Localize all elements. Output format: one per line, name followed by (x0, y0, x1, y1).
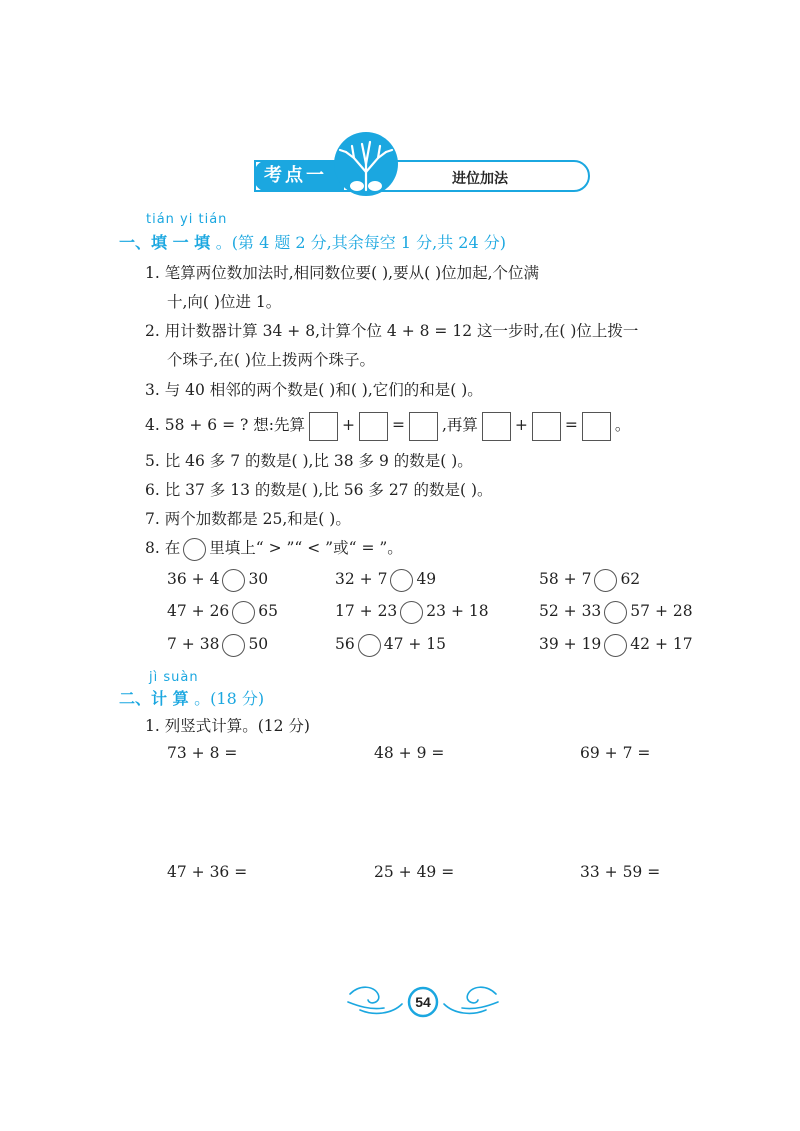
calc-problem: 48 + 9 = (374, 744, 445, 762)
compare-item (167, 567, 268, 592)
question-2-line2: 个珠子,在( )位上拨两个珠子。 (167, 351, 375, 369)
compare-right: 65 (258, 602, 279, 620)
question-5: 5. 比 46 多 7 的数是( ),比 38 多 9 的数是( )。 (145, 452, 473, 470)
equals-sign: = (391, 416, 405, 434)
section1-note: 。(第 4 题 2 分,其余每空 1 分,共 24 分) (215, 233, 506, 252)
question-7: 7. 两个加数都是 25,和是( )。 (145, 510, 351, 528)
section1-heading (119, 230, 506, 253)
page-number: 54 (415, 994, 431, 1010)
answer-box[interactable] (359, 412, 388, 441)
compare-left: 58 + 7 (539, 570, 592, 588)
answer-box[interactable] (532, 412, 561, 441)
calc-problem: 69 + 7 = (580, 744, 651, 762)
compare-item (167, 632, 268, 657)
tree-icon (332, 130, 400, 198)
compare-item (167, 599, 278, 624)
section1-pinyin: tián yi tián (146, 212, 228, 227)
compare-item (335, 632, 446, 657)
equals-sign: = (564, 416, 578, 434)
section2-heading (119, 686, 264, 709)
compare-circle[interactable] (594, 569, 617, 592)
compare-right: 57 + 28 (630, 602, 693, 620)
section1-title: 一、填 一 填 (119, 233, 211, 252)
compare-right: 23 + 18 (426, 602, 489, 620)
compare-left: 39 + 19 (539, 635, 602, 653)
question-4-prefix: 4. 58 + 6 = ? 想:先算 (145, 416, 305, 434)
compare-item (335, 599, 489, 624)
plus-sign: + (341, 416, 355, 434)
compare-circle[interactable] (222, 569, 245, 592)
calc-problem: 47 + 36 = (167, 863, 248, 881)
compare-left: 52 + 33 (539, 602, 602, 620)
question-8-prefix: 8. 在 (145, 539, 181, 557)
section2-note: 。(18 分) (194, 689, 265, 708)
question-3: 3. 与 40 相邻的两个数是( )和( ),它们的和是( )。 (145, 381, 483, 399)
compare-right: 49 (416, 570, 437, 588)
compare-circle[interactable] (232, 601, 255, 624)
question-4-then: ,再算 (441, 416, 478, 434)
section2-pinyin: jì suàn (149, 670, 199, 685)
compare-left: 36 + 4 (167, 570, 220, 588)
compare-circle[interactable] (222, 634, 245, 657)
calc-problem: 25 + 49 = (374, 863, 455, 881)
section2-question-1: 1. 列竖式计算。(12 分) (145, 717, 310, 735)
topic-badge: 考点一 (254, 160, 344, 192)
compare-right: 30 (248, 570, 269, 588)
question-8-suffix: 里填上“ > ”“ < ”或“ = ”。 (209, 539, 403, 557)
question-8 (145, 537, 403, 561)
compare-circle[interactable] (400, 601, 423, 624)
compare-circle[interactable] (358, 634, 381, 657)
compare-left: 7 + 38 (167, 635, 220, 653)
answer-box[interactable] (309, 412, 338, 441)
question-4 (145, 410, 630, 441)
compare-item (539, 567, 640, 592)
answer-box[interactable] (582, 412, 611, 441)
compare-right: 47 + 15 (383, 635, 447, 653)
question-1-line2: 十,向( )位进 1。 (167, 293, 282, 311)
compare-circle[interactable] (604, 634, 627, 657)
calc-problem: 33 + 59 = (580, 863, 661, 881)
compare-right: 50 (248, 635, 269, 653)
answer-box[interactable] (409, 412, 438, 441)
compare-right: 62 (620, 570, 641, 588)
compare-item (539, 632, 693, 657)
section2-title: 二、计 算 (119, 689, 189, 708)
compare-circle[interactable] (390, 569, 413, 592)
compare-left: 32 + 7 (335, 570, 388, 588)
question-1-line1: 1. 笔算两位数加法时,相同数位要( ),要从( )位加起,个位满 (145, 264, 540, 282)
compare-left: 17 + 23 (335, 602, 398, 620)
topic-title: 进位加法 (452, 171, 508, 187)
compare-right: 42 + 17 (630, 635, 693, 653)
compare-circle[interactable] (183, 538, 206, 561)
plus-sign: + (514, 416, 528, 434)
compare-left: 47 + 26 (167, 602, 230, 620)
compare-item (539, 599, 693, 624)
compare-left: 56 (335, 635, 355, 653)
page-ornament (340, 980, 506, 1024)
compare-circle[interactable] (604, 601, 627, 624)
question-2-line1: 2. 用计数器计算 34 + 8,计算个位 4 + 8 = 12 这一步时,在( )位上拨一 (145, 322, 639, 340)
question-4-end: 。 (614, 416, 631, 434)
calc-problem: 73 + 8 = (167, 744, 238, 762)
answer-box[interactable] (482, 412, 511, 441)
compare-item (335, 567, 436, 592)
question-6: 6. 比 37 多 13 的数是( ),比 56 多 27 的数是( )。 (145, 481, 493, 499)
